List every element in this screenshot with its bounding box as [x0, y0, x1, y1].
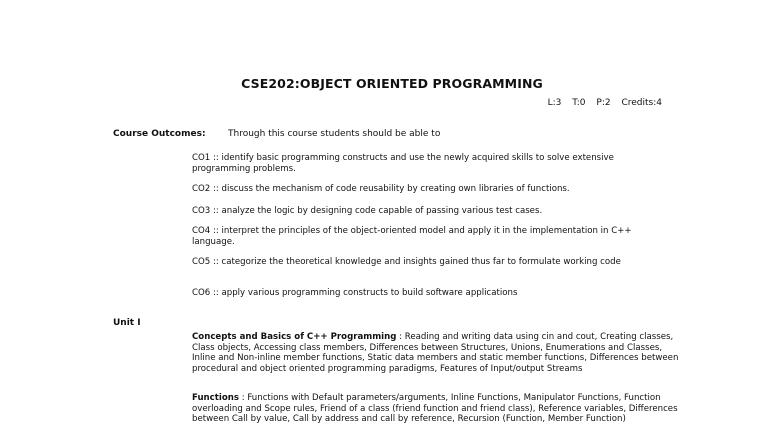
- course-outcome-item: CO4 :: interpret the principles of the object-oriented model and apply it in the implementation in C++ language.: [192, 226, 632, 247]
- credits-count: Credits:4: [621, 98, 662, 108]
- course-outcomes-intro: Through this course students should be able to: [228, 129, 441, 139]
- credits-line: [540, 98, 662, 108]
- course-outcomes-label: Course Outcomes:: [113, 129, 206, 139]
- course-outcome-item: CO5 :: categorize the theoretical knowledge and insights gained thus far to formulate working code: [192, 257, 621, 267]
- course-outcome-item: CO3 :: analyze the logic by designing code capable of passing various test cases.: [192, 206, 543, 216]
- course-outcome-item: CO6 :: apply various programming constructs to build software applications: [192, 288, 518, 298]
- course-outcome-item: CO2 :: discuss the mechanism of code reusability by creating own libraries of functions.: [192, 184, 570, 194]
- topic-text: : Reading and writing data using cin and cout, Creating classes, Class objects, Accessing class members, Differences between Structures, Unions, Enumerations and Classes, Inline and Non-inline member functions, Static data members and static member functions, Differences between procedural and object oriented programming paradigms, Features of Input/output Streams: [192, 332, 679, 374]
- topic-heading: Functions: [192, 393, 239, 403]
- unit-topic: [192, 393, 684, 425]
- topic-heading: Concepts and Basics of C++ Programming: [192, 332, 397, 342]
- tutorial-hours: T:0: [572, 98, 586, 108]
- topic-text: : Functions with Default parameters/arguments, Inline Functions, Manipulator Functions, Function overloading and Scope rules, Friend of a class (friend function and friend class), Reference variables, Differences between Call by value, Call by address and call by reference, Recursion (Function, Member Function): [192, 393, 678, 424]
- lecture-hours: L:3: [547, 98, 562, 108]
- course-title: CSE202:OBJECT ORIENTED PROGRAMMING: [241, 76, 543, 91]
- unit-1-label: Unit I: [113, 318, 141, 328]
- unit-topic: [192, 332, 684, 374]
- practical-hours: P:2: [596, 98, 611, 108]
- course-outcome-item: CO1 :: identify basic programming constructs and use the newly acquired skills to solve extensive programming problems.: [192, 153, 614, 174]
